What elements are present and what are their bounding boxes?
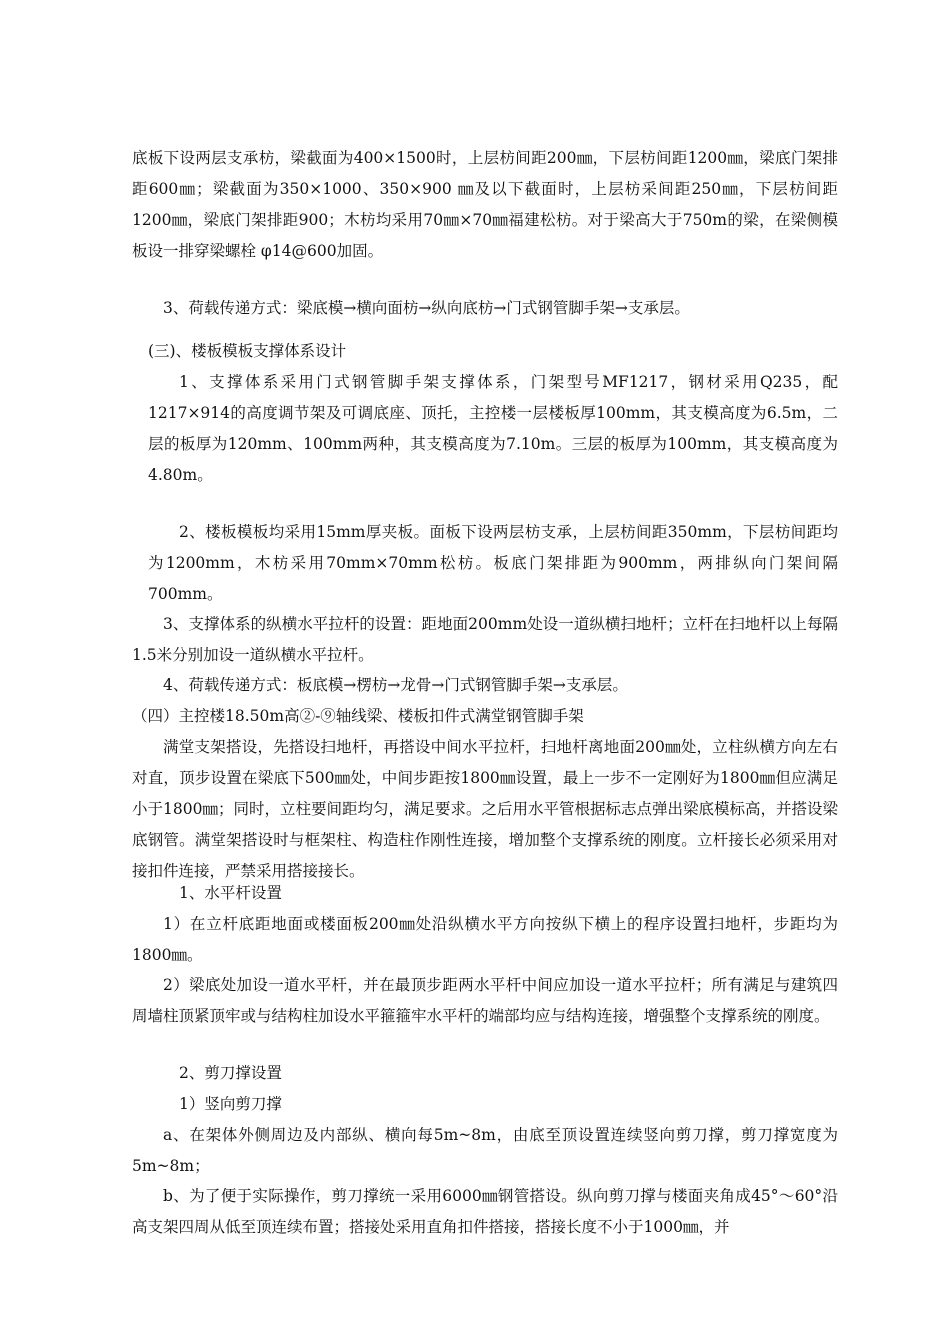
paragraph-brace-b: b、为了便于实际操作，剪刀撑统一采用6000㎜钢管搭设。纵向剪刀撑与楼面夹角成45°～60°沿高支架四周从低至顶连续布置；搭接处采用直角扣件搭接，搭接长度不小于1000㎜，并 [132, 1187, 838, 1236]
paragraph-slab-formwork: 2、楼板模板均采用15mm厚夹板。面板下设两层枋支承，上层枋间距350mm，下层枋间距均为1200mm，木枋采用70mm×70mm松枋。板底门架排距为900mm，两排纵向门架间隔700mm。 [148, 523, 838, 603]
paragraph-slab-load-path: 4、荷载传递方式：板底模→楞枋→龙骨→门式钢管脚手架→支承层。 [163, 676, 628, 694]
paragraph-full-scaffold: 满堂支架搭设，先搭设扫地杆，再搭设中间水平拉杆，扫地杆离地面200㎜处，立柱纵横方向左右对直，顶步设置在梁底下500㎜处，中间步距按1800㎜设置，最上一步不一定刚好为1800㎜但应满足小于1800㎜；同时，立柱要间距均匀，满足要求。之后用水平管根据标志点弹出梁底模标高，并搭设梁底钢管。满堂架搭设时与框架柱、构造柱作刚性连接，增加整个支撑系统的刚度。立杆接长必须采用对接扣件连接，严禁采用搭接接长。 [132, 738, 838, 880]
paragraph-sweep-bar: 1）在立杆底距地面或楼面板200㎜处沿纵横水平方向按纵下横上的程序设置扫地杆，步距均为1800㎜。 [132, 915, 838, 964]
paragraph-beam-formwork: 底板下设两层支承枋，梁截面为400×1500时，上层枋间距200㎜，下层枋间距1200㎜，梁底门架排距600㎜；梁截面为350×1000、350×900 ㎜及以下截面时，上层枋采间距250㎜，下层枋间距1200㎜，梁底门架排距900；木枋均采用70㎜×70㎜福建松枋。对于梁高大于750m的梁，在梁侧模板设一排穿梁螺栓 φ14@600加固。 [132, 149, 838, 260]
paragraph-beam-horizontal-bar: 2）梁底处加设一道水平杆，并在最顶步距两水平杆中间应加设一道水平拉杆；所有满足与建筑四周墙柱顶紧顶牢或与结构柱加设水平箍箍牢水平杆的端部均应与结构连接，增强整个支撑系统的刚度。 [132, 976, 838, 1025]
paragraph-beam-load-path: 3、荷载传递方式：梁底模→横向面枋→纵向底枋→门式钢管脚手架→支承层。 [163, 299, 690, 317]
subheading-horizontal-bar: 1、水平杆设置 [179, 884, 282, 902]
subheading-vertical-scissor-brace: 1）竖向剪刀撑 [179, 1095, 282, 1113]
section-heading-slab-support: (三)、楼板模板支撑体系设计 [148, 342, 347, 360]
paragraph-brace-a: a、在架体外侧周边及内部纵、横向每5m~8m，由底至顶设置连续竖向剪刀撑，剪刀撑宽度为5m~8m； [132, 1126, 838, 1175]
paragraph-slab-support-system: 1、支撑体系采用门式钢管脚手架支撑体系，门架型号MF1217，钢材采用Q235，配1217×914的高度调节架及可调底座、顶托，主控楼一层楼板厚100mm，其支模高度为6.5m，二层的板厚为120mm、100mm两种，其支模高度为7.10m。三层的板厚为100mm，其支模高度为4.80m。 [148, 373, 838, 484]
subheading-scissor-brace: 2、剪刀撑设置 [179, 1064, 282, 1082]
section-heading-scaffold: （四）主控楼18.50m高②-⑨轴线梁、楼板扣件式满堂钢管脚手架 [132, 707, 584, 725]
paragraph-horizontal-ties: 3、支撑体系的纵横水平拉杆的设置：距地面200mm处设一道纵横扫地杆；立杆在扫地杆以上每隔1.5米分别加设一道纵横水平拉杆。 [132, 615, 838, 664]
